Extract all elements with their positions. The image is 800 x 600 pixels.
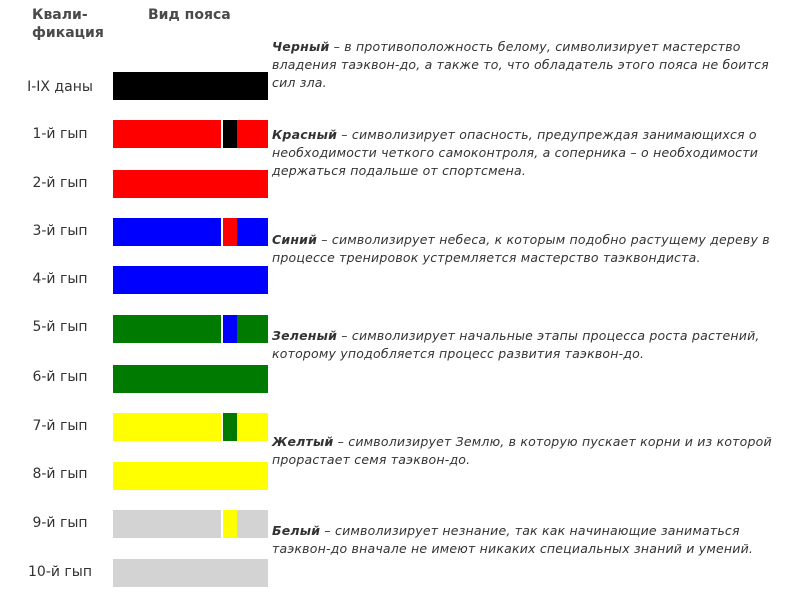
color-name: Белый: [272, 523, 321, 538]
belt-stripe: [221, 510, 237, 538]
belt-swatch: [113, 170, 268, 198]
description-text: – в противоположность белому, символизирует мастерство владения таэквон-до, а также то, что обладатель этого пояса не боится сил зла.: [272, 39, 769, 90]
rank-label: 6-й гып: [32, 369, 88, 385]
description-text: – символизирует незнание, так как начинающие заниматься таэквон-до вначале не имеют никаких специальных знаний и умений.: [272, 523, 754, 556]
belt-swatch: [113, 72, 268, 100]
description-green: [272, 327, 787, 363]
rank-label: I-IX даны: [27, 79, 93, 95]
description-text: – символизирует небеса, к которым подобно растущему дереву в процессе тренировок устремляется мастерство таэквондиста.: [272, 232, 770, 265]
description-text: – символизирует начальные этапы процесса роста растений, которому уподобляется процесс развития таэквон-до.: [272, 328, 760, 361]
description-text: – символизирует опасность, предупреждая занимающихся о необходимости четкого самоконтроля, а соперника – о необходимости держаться подальше от спортсмена.: [272, 127, 759, 178]
description-red: [272, 126, 787, 180]
rank-label: 5-й гып: [32, 319, 88, 335]
color-name: Черный: [272, 39, 330, 54]
rank-label: 2-й гып: [32, 175, 88, 191]
belt-swatch: [113, 120, 268, 148]
color-name: Зеленый: [272, 328, 338, 343]
rank-label: 3-й гып: [32, 223, 88, 239]
belt-swatch: [113, 510, 268, 538]
qualification-header-line2: фикация: [32, 25, 104, 41]
belt-stripe: [221, 413, 237, 441]
rank-label: 8-й гып: [32, 466, 88, 482]
belt-stripe: [221, 218, 237, 246]
belt-swatch: [113, 315, 268, 343]
qualification-header: [32, 6, 112, 42]
belt-swatch: [113, 559, 268, 587]
belt-stripe: [221, 120, 237, 148]
color-name: Желтый: [272, 434, 334, 449]
color-name: Синий: [272, 232, 318, 247]
description-white: [272, 522, 787, 558]
description-yellow: [272, 433, 787, 469]
belt-swatch: [113, 462, 268, 490]
rank-label: 7-й гып: [32, 418, 88, 434]
rank-label: 10-й гып: [28, 564, 92, 580]
belt-swatch: [113, 218, 268, 246]
description-text: – символизирует Землю, в которую пускает корни и из которой прорастает семя таэквон-до.: [272, 434, 772, 467]
qualification-header-line1: Квали-: [32, 7, 88, 23]
rank-label: 4-й гып: [32, 271, 88, 287]
belt-swatch: [113, 365, 268, 393]
description-black: [272, 38, 787, 92]
belt-swatch: [113, 413, 268, 441]
belt-type-header: Вид пояса: [148, 7, 231, 23]
belt-stripe: [221, 315, 237, 343]
description-blue: [272, 231, 787, 267]
color-name: Красный: [272, 127, 338, 142]
rank-label: 1-й гып: [32, 126, 88, 142]
belt-swatch: [113, 266, 268, 294]
rank-label: 9-й гып: [32, 515, 88, 531]
